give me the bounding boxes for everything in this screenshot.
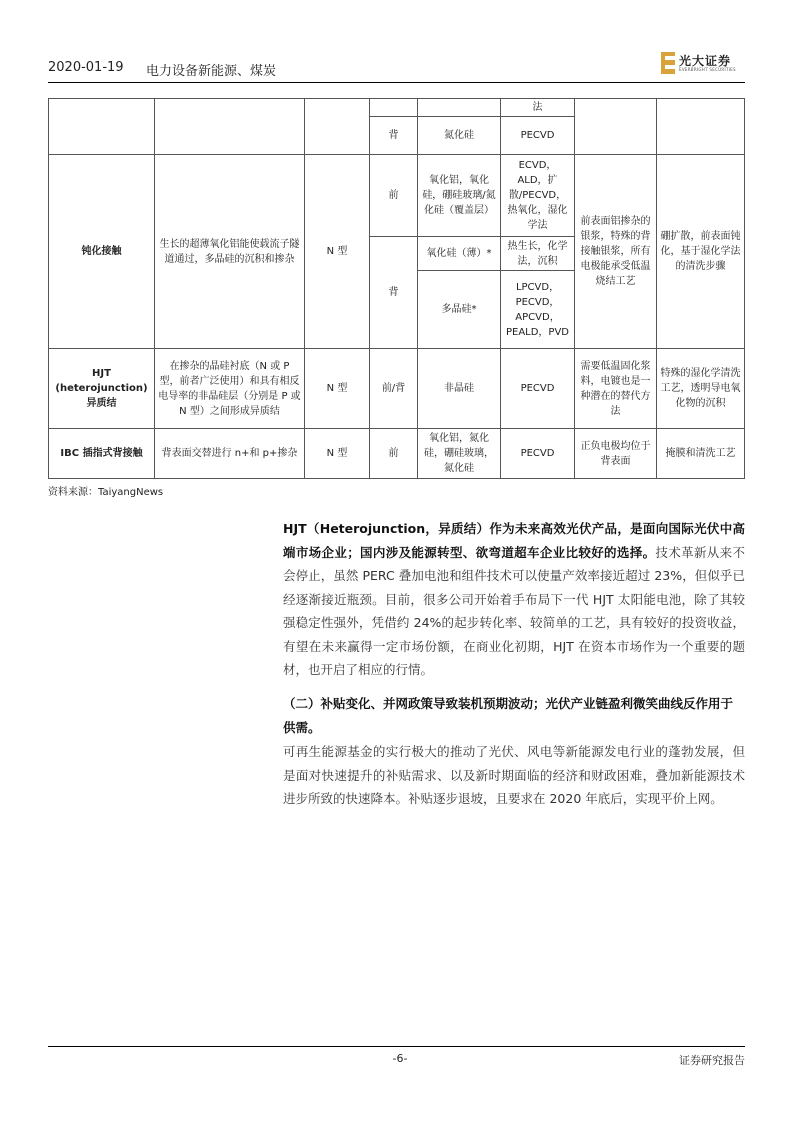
table-row <box>49 155 745 237</box>
table-cell: 氮化硅 <box>418 117 501 155</box>
table-row <box>49 429 745 479</box>
table-cell: PECVD <box>501 429 575 479</box>
table-cell: 多晶硅* <box>418 271 501 349</box>
footer-divider <box>48 1046 745 1047</box>
table-cell: 背 <box>370 237 418 349</box>
table-cell: 氧化铝，氮化硅，硼硅玻璃，氮化硅 <box>418 429 501 479</box>
paragraph-body: 技术革新从来不会停止，虽然 PERC 叠加电池和组件技术可以使量产效率接近超过 23%，但似乎已经逐渐接近瓶颈。目前，很多公司开始着手布局下一代 HJT 太阳能电池，除了其较强稳定性强外，凭借约 24%的起步转化率、较简单的工艺，具有较好的投资收益，有望在未来赢得一定市场份额，在商业化初期，HJT 在资本市场作为一个重要的题材，也开启了相应的行情。 <box>283 544 745 677</box>
table-cell: 前表面铝掺杂的银浆，特殊的背接触银浆，所有电极能承受低温烧结工艺 <box>575 155 657 349</box>
tech-desc: 在掺杂的晶硅衬底（N 或 P 型，前者广泛使用）和具有相反电导率的非晶硅层（分别是 P 或 N 型）之间形成异质结 <box>155 349 305 429</box>
table-cell: 掩膜和清洗工艺 <box>657 429 745 479</box>
table-cell: 硼扩散，前表面钝化，基于湿化学法的清洗步骤 <box>657 155 745 349</box>
table-cell: 氧化硅（薄）* <box>418 237 501 271</box>
table-cell: LPCVD，PECVD，APCVD，PEALD，PVD <box>501 271 575 349</box>
header-title: 电力设备新能源、煤炭 <box>146 64 277 79</box>
technology-table <box>48 98 745 479</box>
tech-desc: 背表面交替进行 n+和 p+掺杂 <box>155 429 305 479</box>
table-cell: 需要低温固化浆料，电镀也是一种潜在的替代方法 <box>575 349 657 429</box>
logo-icon <box>661 52 675 74</box>
table-row <box>49 99 745 117</box>
table-cell: 非晶硅 <box>418 349 501 429</box>
tech-desc: 生长的超薄氧化铝能使载流子隧道通过，多晶硅的沉积和掺杂 <box>155 155 305 349</box>
section-heading: （二）补贴变化、并网政策导致装机预期波动；光伏产业链盈利微笑曲线反作用于供需。 <box>283 696 734 735</box>
logo-subtext: EVERBRIGHT SECURITIES <box>679 67 736 72</box>
tech-type: N 型 <box>305 155 370 349</box>
tech-name-ibc: IBC 插指式背接触 <box>49 429 155 479</box>
logo-text: 光大证券 <box>679 54 732 68</box>
paragraph-lead: HJT（Heterojunction，异质结）作为未来高效光伏产品，是面向国际光伏中高端市场企业；国内涉及能源转型、欲弯道超车企业比较好的选择。 <box>283 521 745 560</box>
table-cell: 法 <box>501 99 575 117</box>
table-cell: PECVD <box>501 117 575 155</box>
table-cell: 热生长，化学法，沉积 <box>501 237 575 271</box>
table-cell: 前 <box>370 429 418 479</box>
table-cell: 前 <box>370 155 418 237</box>
tech-name-passivated: 钝化接触 <box>49 155 155 349</box>
paragraph-subsidy: 可再生能源基金的实行极大的推动了光伏、风电等新能源发电行业的蓬勃发展，但是面对快速提升的补贴需求、以及新时期面临的经济和财政困难，叠加新能源技术进步所致的快速降本。补贴逐步退坡，且要求在 2020 年底后，实现平价上网。 <box>283 744 745 806</box>
tech-name-hjt: HJT (heterojunction) 异质结 <box>49 349 155 429</box>
table-cell: 背 <box>370 117 418 155</box>
table-row <box>49 349 745 429</box>
table-cell: 正负电极均位于背表面 <box>575 429 657 479</box>
table-cell: ECVD，ALD，扩散/PECVD，热氧化，湿化学法 <box>501 155 575 237</box>
company-logo <box>661 52 745 76</box>
table-cell: 氧化铝，氧化硅，硼硅玻璃/氮化硅（覆盖层） <box>418 155 501 237</box>
table-cell: 前/背 <box>370 349 418 429</box>
header-date: 2020-01-19 <box>48 60 124 75</box>
page-number: -6- <box>392 1052 408 1065</box>
tech-type: N 型 <box>305 429 370 479</box>
footer-label: 证券研究报告 <box>679 1054 745 1067</box>
header-divider <box>48 82 745 83</box>
paragraph-hjt <box>283 517 745 682</box>
tech-type: N 型 <box>305 349 370 429</box>
table-source: 资料来源：TaiyangNews <box>48 487 164 498</box>
table-cell: PECVD <box>501 349 575 429</box>
table-cell: 特殊的湿化学清洗工艺，透明导电氧化物的沉积 <box>657 349 745 429</box>
